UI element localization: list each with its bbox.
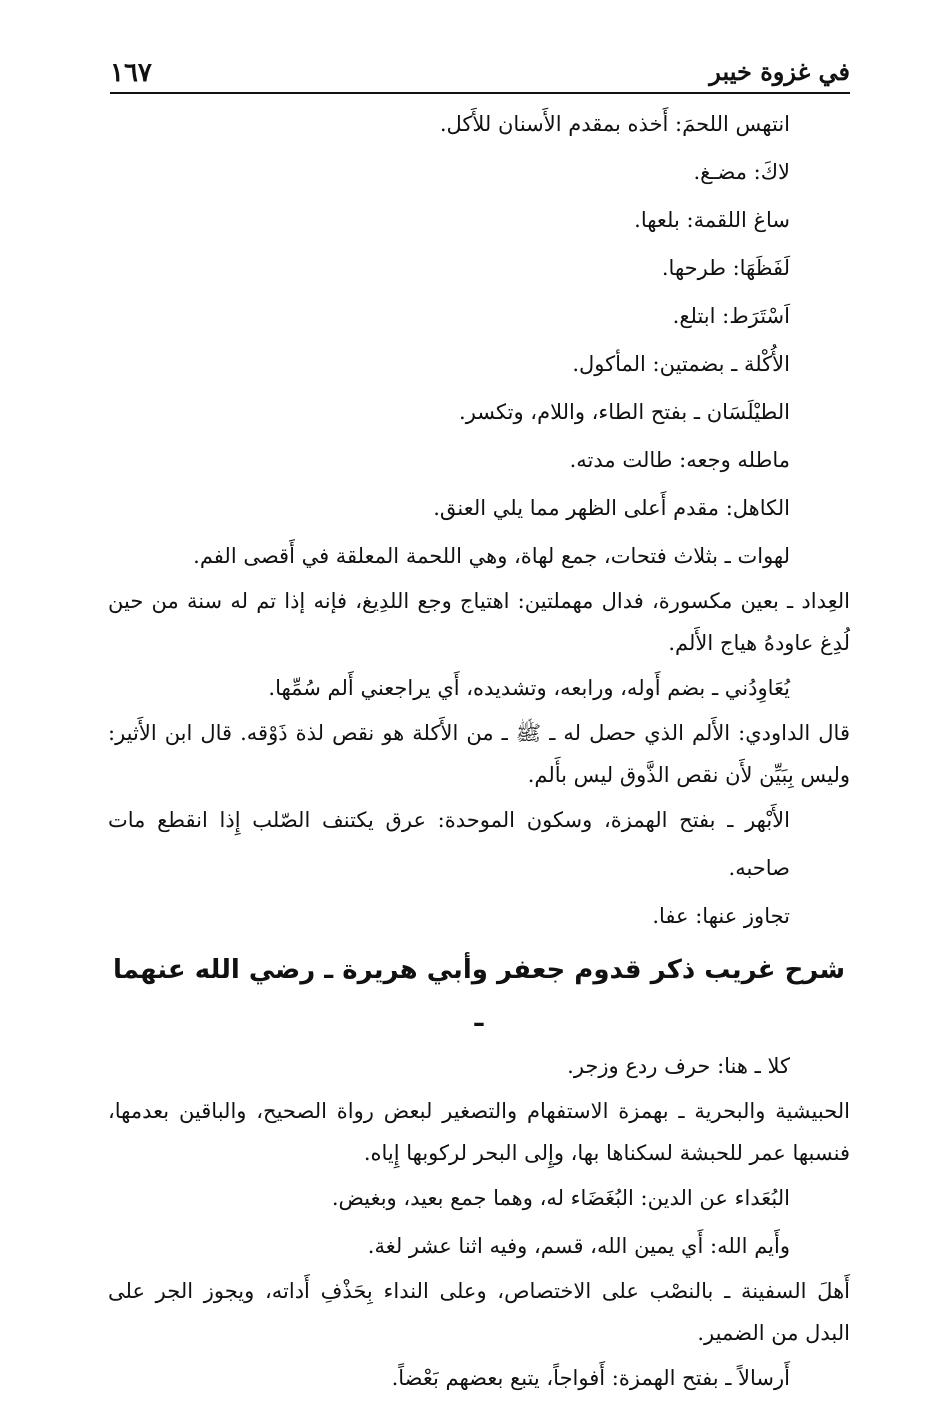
page-body (108, 100, 850, 1402)
glossary-entry: وأَيم الله: أَي يمين الله، قسم، وفيه اثنا عشر لغة. (367, 1234, 790, 1258)
glossary-entry: العِداد ـ بعين مكسورة، فدال مهملتين: اهتياج وجع اللدِيغ، فإنه إذا تم له سنة من حين لُدِغ عاودهُ هياج الأَلم. (108, 589, 850, 655)
page-number: ١٦٧ (110, 58, 152, 88)
glossary-entry: قال الداودي: الأَلم الذي حصل له ـ ﷺ ـ من الأَكلة هو نقص لذة ذَوْقه. قال ابن الأَثير: وليس بِبَيِّن لأَن نقص الذَّوق ليس بأَلم. (108, 721, 850, 787)
glossary-entry: أَهلَ السفينة ـ بالنصْب على الاختصاص، وعلى النداء بِحَذْفِ أَداته، ويجوز الجر على البدل من الضمير. (108, 1279, 850, 1345)
glossary-entry: لهوات ـ بثلاث فتحات، جمع لهاة، وهي اللحمة المعلقة في أَقصى الفم. (193, 544, 790, 568)
glossary-entry: انتهس اللحمَ: أَخذه بمقدم الأَسنان للأَكل. (439, 112, 790, 136)
glossary-entry: كلا ـ هنا: حرف ردع وزجر. (567, 1054, 790, 1078)
glossary-entry: أَرسالاً ـ بفتح الهمزة: أَفواجاً، يتبع بعضهم بَعْضاً. (391, 1366, 790, 1390)
glossary-entry: تجاوز عنها: عفا. (652, 904, 790, 928)
glossary-entry: الطيْلَسَان ـ بفتح الطاء، واللام، وتكسر. (459, 400, 790, 424)
glossary-entry: لاكَ: مضـغ. (693, 160, 790, 184)
glossary-entry: البُعَداء عن الدين: البُغَضَاء له، وهما جمع بعيد، وبغيض. (331, 1186, 790, 1210)
glossary-entry: الأُكْلة ـ بضمتين: المأكول. (572, 352, 790, 376)
glossary-entry: لَفَظَهَا: طرحها. (661, 256, 790, 280)
glossary-entry: يُعَاوِدُني ـ بضم أَوله، ورابعه، وتشديده، أَي يراجعني أَلم سُمِّها. (268, 676, 790, 700)
glossary-entry: ساغ اللقمة: بلعها. (634, 208, 790, 232)
section-heading: شرح غريب ذكر قدوم جعفر وأبي هريرة ـ رضي الله عنهما ـ (112, 955, 846, 1033)
running-title: في غزوة خيبر (709, 57, 850, 86)
glossary-entry: الكاهل: مقدم أَعلى الظهر مما يلي العنق. (433, 496, 790, 520)
page-header (110, 40, 850, 94)
glossary-entry: الحبيشية والبحرية ـ بهمزة الاستفهام والتصغير لبعض رواة الصحيح، والباقين بعدمها، فنسبها عمر للحبشة لسكناها بها، وإِلى البحر لركوبها إِياه. (108, 1099, 850, 1165)
glossary-entry: ماطله وجعه: طالت مدته. (569, 448, 790, 472)
glossary-entry: الأَبْهر ـ بفتح الهمزة، وسكون الموحدة: عرق يكتنف الصّلب إِذا انقطع مات صاحبه. (108, 808, 790, 880)
glossary-entry: اَسْتَرَط: ابتلع. (672, 304, 790, 328)
